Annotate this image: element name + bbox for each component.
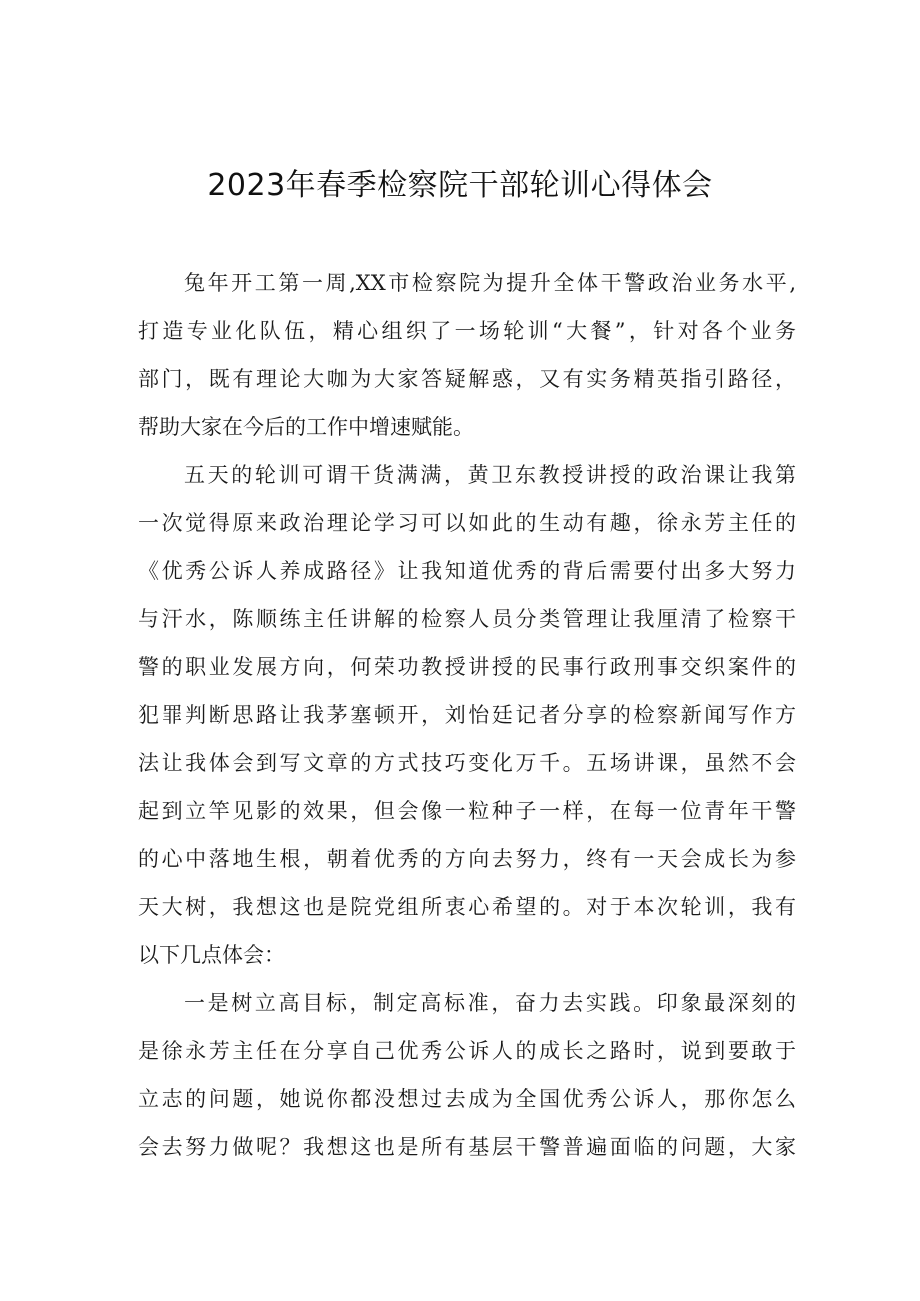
text-line: 兔年开工第一周,XX市检察院为提升全体干警政治业务水平, <box>184 271 796 295</box>
text-line: 法让我体会到写文章的方式技巧变化万千。五场讲课，虽然不会 <box>138 751 796 775</box>
paragraph-3 <box>138 979 796 1171</box>
text-line: 五天的轮训可谓干货满满，黄卫东教授讲授的政治课让我第 <box>184 463 796 487</box>
text-line: 的心中落地生根，朝着优秀的方向去努力，终有一天会成长为参 <box>138 847 796 871</box>
text-line: 《优秀公诉人养成路径》让我知道优秀的背后需要付出多大努力 <box>138 559 796 583</box>
text-line: 起到立竿见影的效果，但会像一粒种子一样，在每一位青年干警 <box>138 799 796 823</box>
text-line: 会去努力做呢？我想这也是所有基层干警普遍面临的问题，大家 <box>138 1135 796 1159</box>
text-line: 打造专业化队伍，精心组织了一场轮训“大餐”，针对各个业务 <box>138 319 796 343</box>
paragraph-2 <box>138 451 796 979</box>
text-line: 一是树立高目标，制定高标准，奋力去实践。印象最深刻的 <box>184 991 796 1015</box>
text-line: 警的职业发展方向，何荣功教授讲授的民事行政刑事交织案件的 <box>138 655 796 679</box>
text-line: 与汗水，陈顺练主任讲解的检察人员分类管理让我厘清了检察干 <box>138 607 796 631</box>
text-line: 犯罪判断思路让我茅塞顿开，刘怡廷记者分享的检察新闻写作方 <box>138 703 796 727</box>
text-line: 天大树，我想这也是院党组所衷心希望的。对于本次轮训，我有 <box>138 895 796 919</box>
text-line: 立志的问题，她说你都没想过去成为全国优秀公诉人，那你怎么 <box>138 1087 796 1111</box>
paragraph-1 <box>138 259 796 451</box>
document-body <box>138 259 796 1171</box>
text-line: 部门，既有理论大咖为大家答疑解惑，又有实务精英指引路径， <box>138 367 796 391</box>
text-line: 以下几点体会： <box>138 943 285 967</box>
text-line: 帮助大家在今后的工作中增速赋能。 <box>138 415 474 439</box>
text-line: 是徐永芳主任在分享自己优秀公诉人的成长之路时，说到要敢于 <box>138 1039 796 1063</box>
document-title: 2023年春季检察院干部轮训心得体会 <box>207 168 713 203</box>
text-line: 一次觉得原来政治理论学习可以如此的生动有趣，徐永芳主任的 <box>138 511 796 535</box>
